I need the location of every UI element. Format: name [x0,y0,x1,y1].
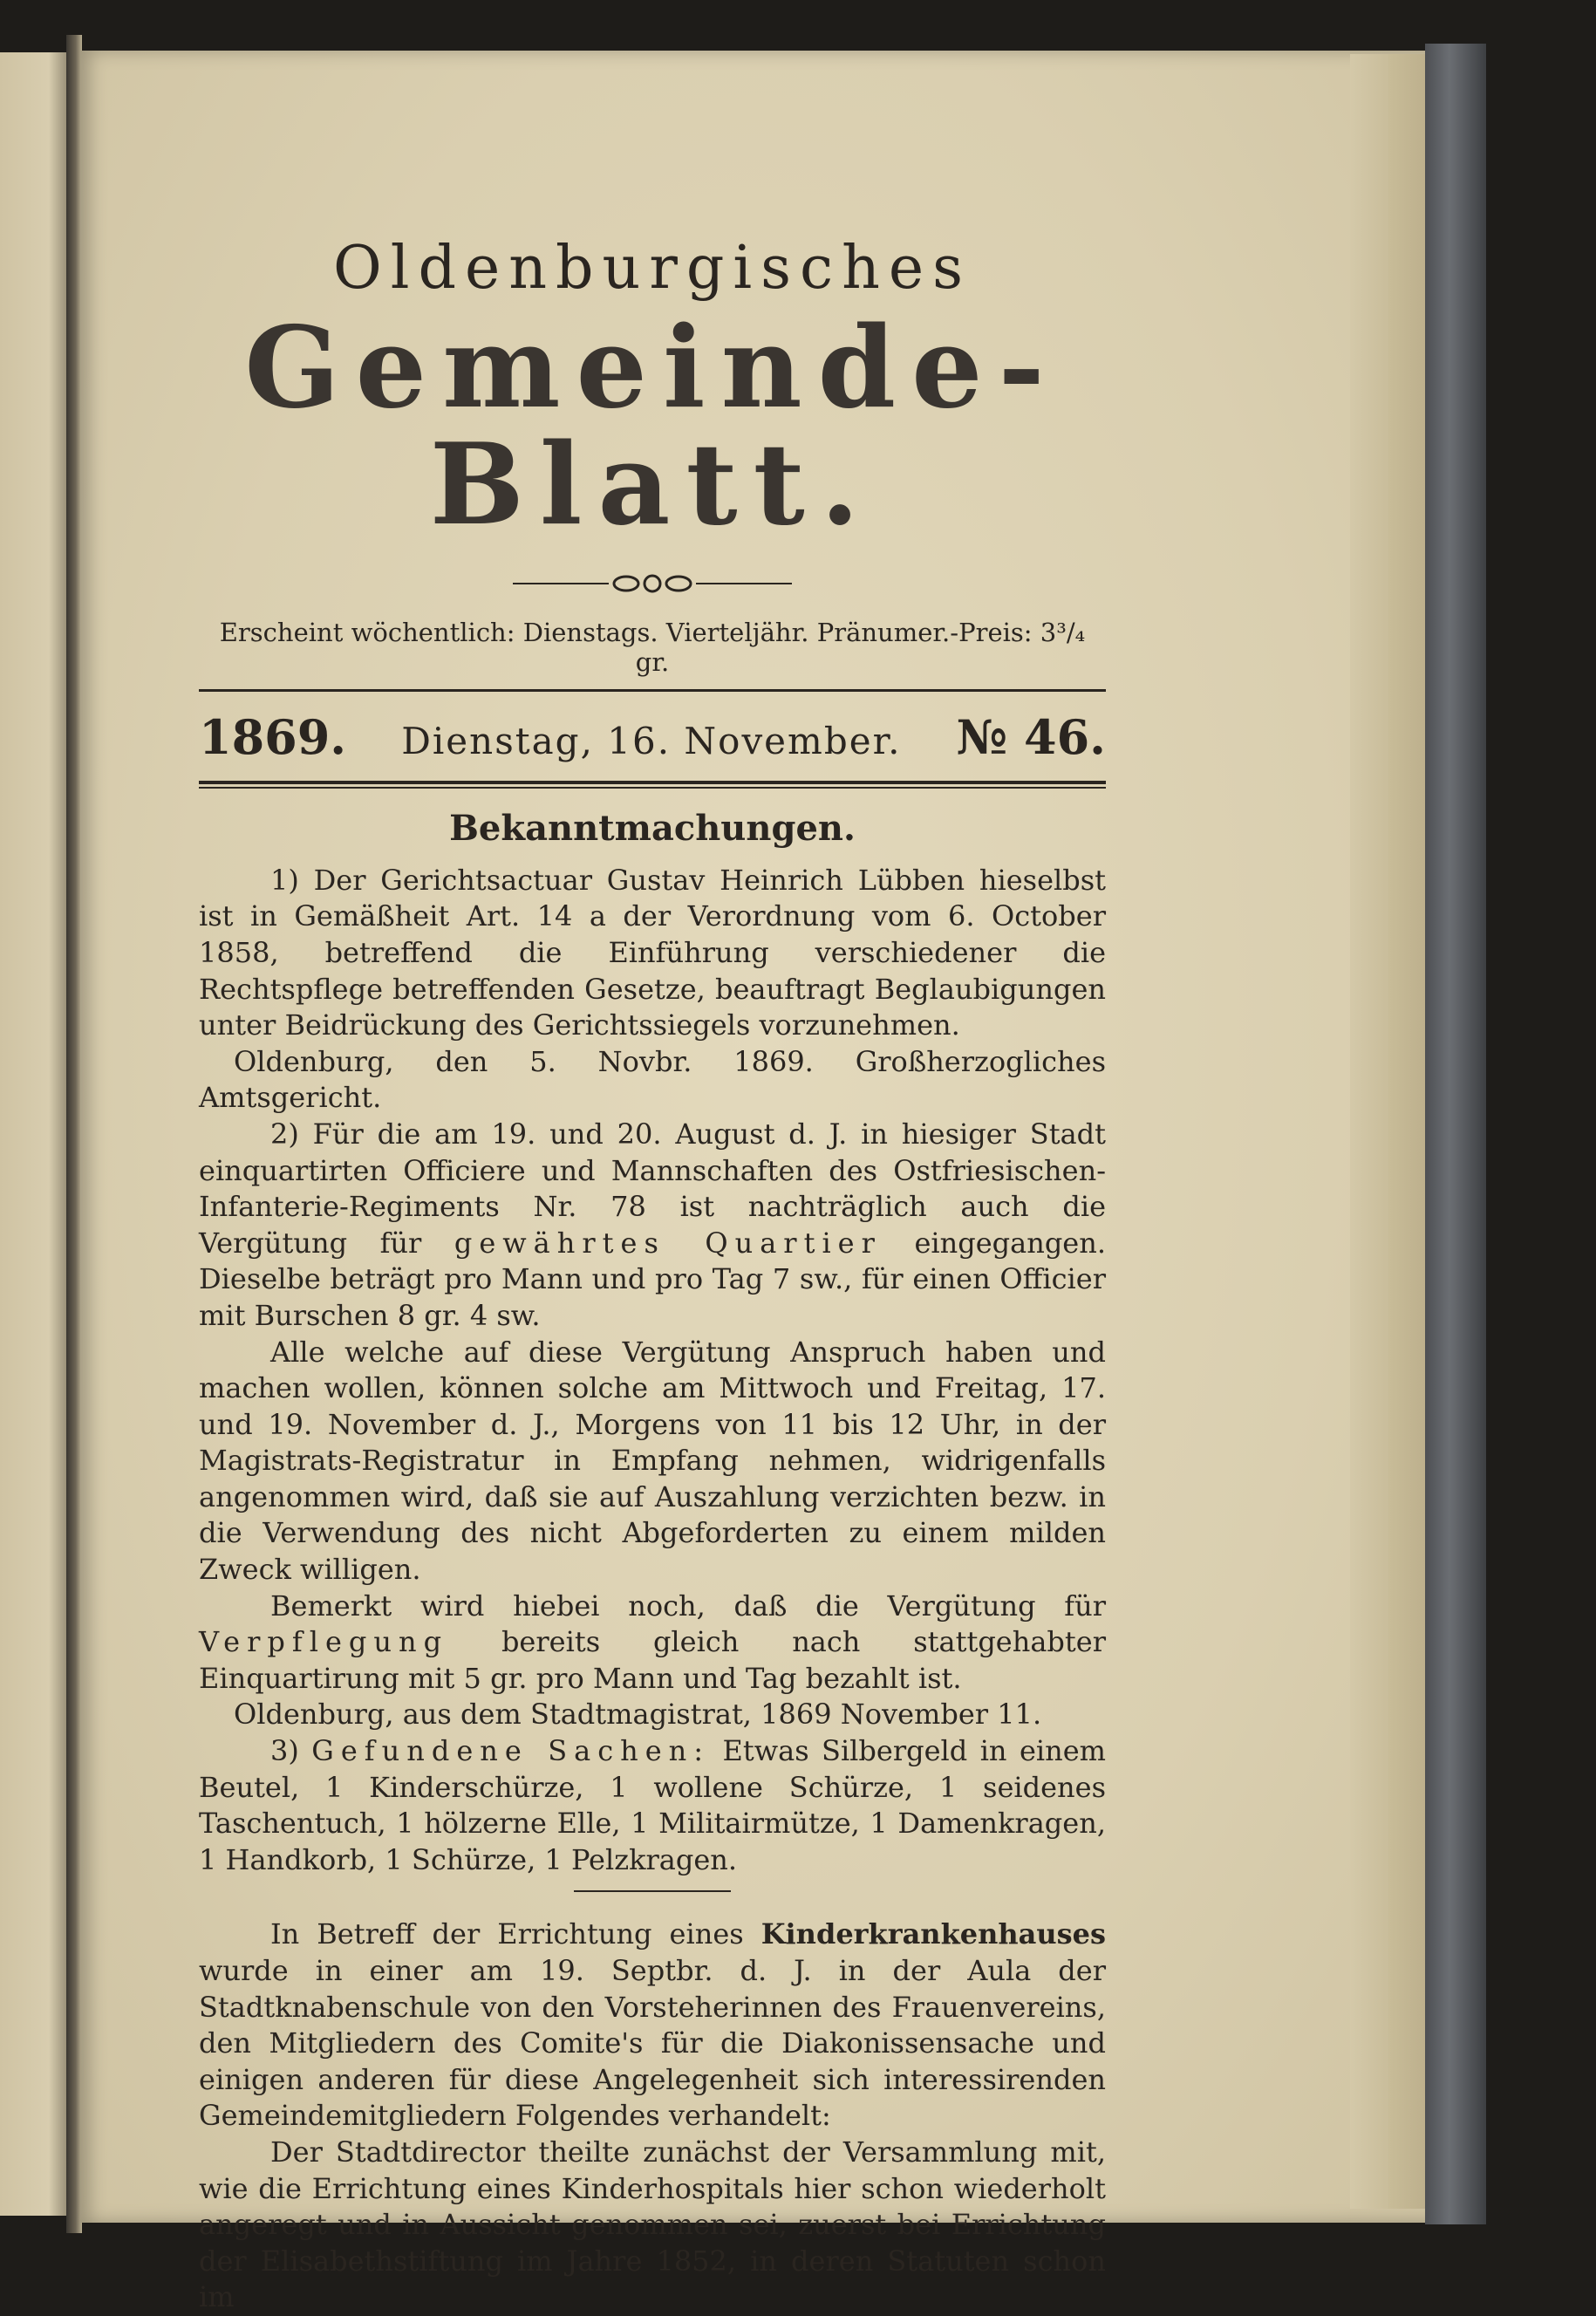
paragraph-text: wurde in einer am 19. Septbr. d. J. in der Aula der Stadtknabenschule von den Vorsteherinnen des Frauenvereins, den Mitgliedern des Comite's für die Diakonissensache und einigen anderen für diese Angelegenheit sich interessirenden Gemeindemitgliedern Folgendes verhandelt: [199,1954,1106,2133]
section-title: Bekanntmachungen. [449,807,856,849]
notice-paragraph [199,1117,1106,1335]
paragraph-text: 3) [270,1734,299,1768]
bold-text: Kinderkrankenhauses [760,1917,1107,1951]
ornament-icon [513,570,792,597]
notice-paragraph: 1) Der Gerichtsactuar Gustav Heinrich Lübben hieselbst ist in Gemäßheit Art. 14 a der Verordnung vom 6. October 1858, betreffend die Einführung verschiedener die Rechtspflege betreffenden Gesetze, beauftragt Beglaubigungen unter Beidrückung des Gerichtssiegels vorzunehmen. [199,863,1106,1042]
notice-paragraph [199,1733,1106,1878]
paragraph-text: Etwas Silbergeld in einem Beutel, 1 Kinderschürze, 1 wollene Schürze, 1 seidenes Taschentuch, 1 hölzerne Elle, 1 Militairmütze, 1 Damenkragen, 1 Handkorb, 1 Schürze, 1 Pelzkragen. [199,1734,1107,1876]
double-divider [199,781,1106,789]
article-paragraph: Der Stadtdirector theilte zunächst der Versammlung mit, wie die Errichtung eines Kinderhospitals hier schon wiederholt angeregt und in Aussicht genommen sei, zuerst bei Errichtung der Elisabethstiftung im Jahre 1852, in deren Statuten schon im [199,2135,1106,2314]
spaced-text: Gefundene Sachen: [311,1734,711,1768]
issue-number: № 46. [956,708,1106,765]
page-edge-strip [1350,54,1388,2209]
short-divider [574,1890,731,1892]
article-paragraph [199,1916,1106,2135]
notice-paragraph: Alle welche auf diese Vergütung Anspruch haben und machen wollen, können solche am Mittwoch und Freitag, 17. und 19. November d. J., Morgens von 11 bis 12 Uhr, in der Magistrats-Registratur in Empfang nehmen, widrigenfalls angenommen wird, daß sie auf Auszahlung verzichten bezw. in die Verwendung des nicht Abgeforderten zu einem milden Zweck willigen. [199,1335,1106,1587]
spaced-text: gewährtes Quartier [454,1226,882,1260]
book-cover-edge [1425,44,1486,2224]
spaced-text: Verpflegung [199,1625,449,1659]
notice-paragraph [199,1588,1106,1698]
masthead-title: Gemeinde-Blatt. [244,303,1061,551]
dateline [199,709,1106,765]
notice-signature: Oldenburg, den 5. Novbr. 1869. Großherzogliches Amtsgericht. [199,1044,1106,1115]
paragraph-text: bereits gleich nach stattgehabter Einquartirung mit 5 gr. pro Mann und Tag bezahlt ist. [199,1625,1107,1695]
publication-info: Erscheint wöchentlich: Dienstags. Vierteljähr. Pränumer.-Preis: 3³/₄ gr. [219,617,1086,677]
paragraph-text: 2) Für die am 19. und 20. August d. J. in hiesiger Stadt einquartirten Officiere und Mannschaften des Ostfriesischen-Infanterie-Regiments Nr. 78 ist nachträglich auch die Vergütung für [199,1117,1106,1260]
notice-signature: Oldenburg, aus dem Stadtmagistrat, 1869 November 11. [234,1698,1042,1732]
page-edge-strip [1388,54,1425,2209]
masthead-small-title: Oldenburgisches [332,234,972,303]
divider [199,689,1106,692]
paragraph-text: eingegangen. Dieselbe beträgt pro Mann und pro Tag 7 sw., für einen Officier mit Burschen 8 gr. 4 sw. [199,1226,1107,1332]
issue-year: 1869. [199,708,347,765]
left-page-edge [0,52,70,2216]
page-content [199,209,1106,2316]
paragraph-text: Bemerkt wird hiebei noch, daß die Vergütung für [270,1588,1106,1623]
paragraph-text: In Betreff der Errichtung eines [270,1917,744,1951]
issue-date: Dienstag, 16. November. [401,719,902,762]
